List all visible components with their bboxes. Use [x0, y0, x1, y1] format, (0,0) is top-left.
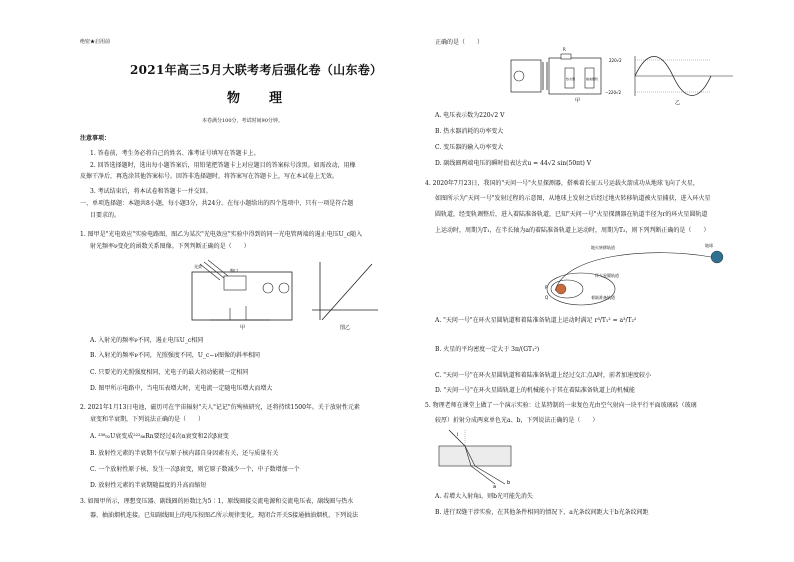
- exam-title: 2021年高三5月大联考考后强化卷（山东卷）: [130, 63, 383, 77]
- q1-option-a: A. 入射光的频率ν不同，遏止电压U_c相同: [90, 337, 204, 344]
- note-2: 2. 回答选择题时，选出每小题答案后，用铅笔把答题卡上对应题目的答案标号涂黑。如需改动，用橡: [90, 162, 356, 169]
- fig3-y-top: 220√2: [609, 58, 622, 63]
- q5-stem-cont: 较厚）折射分成两束单色光a、b，下列说法正确的是（ ）: [435, 417, 599, 424]
- q4-stem-line2: 如图所示为"天问一号"发射过程的示意图，从地球上发射之后经过地火转移轨道被火星捕获，进入环火星: [435, 195, 711, 202]
- fig1-window-label: 窗口: [230, 268, 238, 273]
- q3-option-c: C. 变压器的输入功率变大: [435, 144, 504, 151]
- q4-figure: [535, 243, 735, 311]
- q5-option-b: B. 进行双缝干涉实验，在其他条件相同的情况下，a光条纹间距大于b光条纹间距: [435, 509, 649, 516]
- fig4-landing-label: 着陆准备轨道: [591, 295, 615, 300]
- fig3-r-label: R: [563, 47, 566, 52]
- q3-option-a: A. 电压表示数为220√2 V: [435, 112, 505, 119]
- note-3: 3. 考试结束后，将本试卷和答题卡一并交回。: [90, 188, 212, 195]
- q1-stem-cont: 射光频率ν变化的函数关系图像。下列判断正确的是（ ）: [90, 243, 250, 250]
- section1-heading: 一、单项选择题：本题共8小题，每小题3分，共24分。在每小题给出的四个选项中，只有一项是符合题: [80, 200, 354, 207]
- q2-stem-cont: 衰变和半衰期，下列说法正确的是（ ）: [90, 416, 205, 423]
- note-2-cont: 皮擦干净后，再选涂其他答案标号。回答非选择题时，将答案写在答题卡上，写在本试卷上无效。: [80, 173, 339, 180]
- fig1-label-b: 图乙: [340, 325, 351, 331]
- q3-option-d: D. 副线圈两端电压的瞬时值表达式u = 44√2 sin(50πt) V: [435, 160, 592, 167]
- q3-continued: 正确的是（ ）: [435, 39, 484, 46]
- notes-heading: 注意事项：: [80, 135, 111, 142]
- fig5-b-label: b: [507, 480, 511, 486]
- q3-option-b: B. 热水器消耗的功率变大: [435, 128, 504, 135]
- q2-option-a: A. ²³⁸₉₂U衰变成²²²₈₆Rn要经过4次α衰变和2次β衰变: [90, 433, 229, 440]
- q3-figure: [505, 47, 745, 106]
- q2-option-d: D. 放射性元素的半衰期随温度的升高而缩短: [90, 482, 207, 489]
- q3-stem-cont: 器、抽油烟机连接。已知副线圈上的电压按图乙所示规律变化，现闭合开关S接通抽油烟机，下列说法: [90, 512, 359, 519]
- q4-option-c: C. "天问一号"在环火星圆轨道和着陆准备轨道上经过交汇点A时，前者加速度较小: [435, 372, 652, 379]
- secret-label: 绝密★启用前: [80, 39, 111, 45]
- q2-stem: 2. 2021年1月13日电池，磁历可在宇宙辐射"夫人"记记"仿殉核研究，还将持续1500年。关于放射性元素: [80, 404, 360, 411]
- fig1-label-a: 甲: [240, 325, 246, 331]
- q4-stem: 4. 2020年7月23日，我国的"天问一号"火星探测器，搭乘着长征五号运载火箭成功从地球飞向了火星，: [425, 180, 699, 187]
- q2-option-c: C. 一个放射性原子核，发生一次β衰变，则它原子数减少一个，中子数增加一个: [90, 466, 300, 473]
- section1-heading-cont: 目要求的。: [90, 212, 121, 219]
- fig4-p-label: P: [545, 285, 548, 290]
- q4-option-a: A. "天问一号"在环火星圆轨道和着陆准备轨道上运动时满足 r³/T₁² = a³/T₂²: [435, 317, 637, 324]
- q4-stem-line4: 上运动时，周期为T₁，在半长轴为a的着陆准备轨道上运动时，周期为T₂，则下列判断正确的是（ ）: [435, 227, 710, 234]
- fig4-earth-label: 地球: [705, 243, 713, 248]
- note-1: 1. 答卷前，考生务必将自己的姓名、准考证号填写在答题卡上。: [90, 150, 260, 157]
- q5-figure: [435, 426, 525, 490]
- fig1-light-label: 光束: [194, 264, 202, 269]
- q1-option-c: C. 只要光的光照强度相同，光电子的最大初动能就一定相同: [90, 369, 249, 376]
- fig4-transfer-label: 地火转移轨道: [591, 245, 615, 250]
- fig4-circle-label: 环火星圆轨道: [595, 273, 619, 278]
- fig3-label-b: 乙: [675, 100, 681, 106]
- q5-option-a: A. 若增大入射角i，则b光可能先消失: [435, 493, 533, 500]
- q1-stem: 1. 图甲是"光电效应"实验电路图，图乙为某次"光电效应"实验中得到的同一光电管两端的遏止电压U_c随入: [80, 231, 363, 238]
- fig4-q-label: Q: [545, 295, 549, 300]
- subject-title: 物 理: [227, 91, 291, 106]
- q4-option-b: B. 火星的平均密度一定大于 3π/(GT₁²): [435, 346, 540, 353]
- q4-option-d: D. "天问一号"在环火星圆轨道上的机械能小于其在着陆准备轨道上的机械能: [435, 387, 635, 394]
- q2-option-b: B. 放射性元素的半衰期不仅与原子核内部自身因素有关，还与质量有关: [90, 450, 279, 457]
- exam-subtitle: 本卷满分100分，考试时间90分钟。: [202, 118, 283, 124]
- q1-figure: [190, 258, 380, 332]
- q4-stem-line3: 圆轨道，经变轨调整后，进入着陆准备轨道，已知"天问一号"火星探测器在轨道半径为r的环火星圆轨道: [435, 211, 708, 218]
- q5-stem: 5. 物理老师在课堂上做了一个演示实验：让某特制的一束复色光由空气射向一块平行平面玻璃砖（玻璃: [425, 402, 697, 409]
- fig3-y-bot: −220√2: [605, 90, 622, 95]
- fig5-i-label: i: [457, 432, 459, 438]
- fig5-a-label: a: [493, 484, 497, 490]
- q3-stem: 3. 如图甲所示，理想变压器、副线圈的匝数比为5∶1，原线圈接交流电源和交流电压表，副线圈与热水: [80, 498, 354, 505]
- q1-option-d: D. 图甲所示电路中，当电压表增大时，光电流一定随电压增大而增大: [90, 385, 273, 392]
- fig3-label-a: 甲: [575, 98, 581, 104]
- fig3-fan-label: 抽油烟机: [586, 77, 599, 81]
- q1-option-b: B. 入射光的频率ν不同，光照强度不同，U_c−ν图像的斜率相同: [90, 352, 260, 359]
- fig3-heater-label: 热水器: [566, 77, 576, 81]
